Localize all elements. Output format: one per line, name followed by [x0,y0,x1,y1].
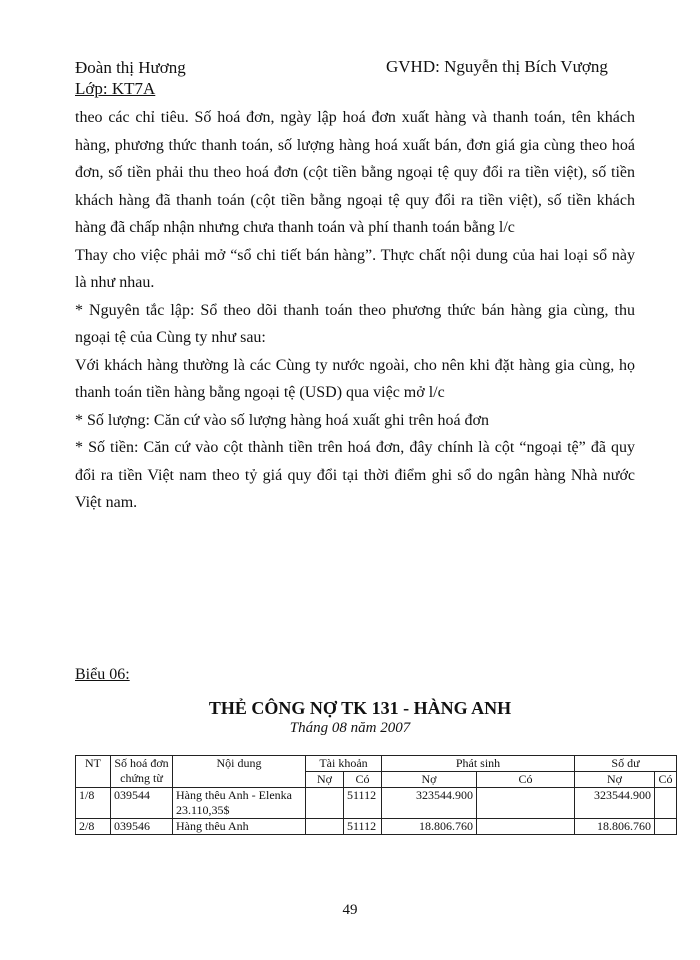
cell-content: Hàng thêu Anh - Elenka 23.110,35$ [173,788,306,819]
cell-debit: 323544.900 [382,788,477,819]
paragraph: * Nguyên tắc lập: Sổ theo dõi thanh toán theo phương thức bán hàng gia cùng, thu ngoại tệ của Cùng ty như sau: [75,301,635,346]
header-balance-debit: Nợ [575,772,655,788]
table-title: THẺ CÔNG NỢ TK 131 - HÀNG ANH [208,698,512,718]
paragraph: Với khách hàng thường là các Cùng ty nước ngoài, cho nên khi đặt hàng gia cùng, họ thanh toán tiền hàng bằng ngoại tệ (USD) qua việc mở l/c [75,356,635,401]
header-balance: Số dư [575,756,677,772]
cell-credit [477,819,575,835]
header-arising-credit: Có [477,772,575,788]
header-balance-credit: Có [655,772,677,788]
cell-account-credit: 51112 [344,788,382,819]
cell-nt: 1/8 [76,788,111,819]
cell-invoice: 039544 [111,788,173,819]
cell-balance-credit [655,788,677,819]
header-invoice: Số hoá đơn chứng từ [111,756,173,788]
table-row [76,788,677,819]
table-label: Biểu 06: [75,666,130,683]
header-account-credit: Có [344,772,382,788]
header-arising: Phát sinh [382,756,575,772]
header-account-debit: Nợ [306,772,344,788]
table-row [76,819,677,835]
header-left [75,57,186,99]
class-label: Lớp: KT7A [75,79,156,98]
page-number: 49 [342,902,358,918]
cell-nt: 2/8 [76,819,111,835]
paragraph: Thay cho việc phải mở “sổ chi tiết bán hàng”. Thực chất nội dung của hai loại sổ này là như nhau. [75,246,635,291]
paragraph: * Số lượng: Căn cứ vào số lượng hàng hoá xuất ghi trên hoá đơn [75,411,490,429]
cell-balance-debit: 18.806.760 [575,819,655,835]
advisor-label: GVHD: Nguyễn thị Bích Vượng [386,57,608,76]
cell-balance-credit [655,819,677,835]
table-subtitle: Tháng 08 năm 2007 [289,720,411,736]
table-header-row [76,756,677,772]
header-nt: NT [76,756,111,788]
paragraph: theo các chỉ tiêu. Số hoá đơn, ngày lập hoá đơn xuất hàng và thanh toán, tên khách hàng, phương thức thanh toán, số lượng hàng hoá xuất bán, đơn giá gia cùng theo hoá đơn, số tiền phải thu theo hoá đơn (cột tiền bằng ngoại tệ quy đổi ra tiền việt), số tiền khách hàng đã thanh toán (cột tiền bằng ngoại tệ quy đổi ra tiền việt), số tiền khách hàng đã chấp nhận nhưng chưa thanh toán và phí thanh toán bằng l/c [75,109,635,236]
header-content: Nội dung [173,756,306,788]
header-account: Tài khoản [306,756,382,772]
header-arising-debit: Nợ [382,772,477,788]
paragraph: * Số tiền: Căn cứ vào cột thành tiền trên hoá đơn, đây chính là cột “ngoại tệ” đã quy đổi ra tiền Việt nam theo tỷ giá quy đổi tại thời điểm ghi sổ do ngân hàng Nhà nước Việt nam. [75,439,635,511]
cell-invoice: 039546 [111,819,173,835]
cell-account-credit: 51112 [344,819,382,835]
ledger-table [75,755,677,835]
cell-credit [477,788,575,819]
cell-account-debit [306,819,344,835]
cell-debit: 18.806.760 [382,819,477,835]
cell-balance-debit: 323544.900 [575,788,655,819]
cell-account-debit [306,788,344,819]
cell-content: Hàng thêu Anh [173,819,306,835]
author-name: Đoàn thị Hương [75,58,186,77]
body-text [75,104,635,517]
